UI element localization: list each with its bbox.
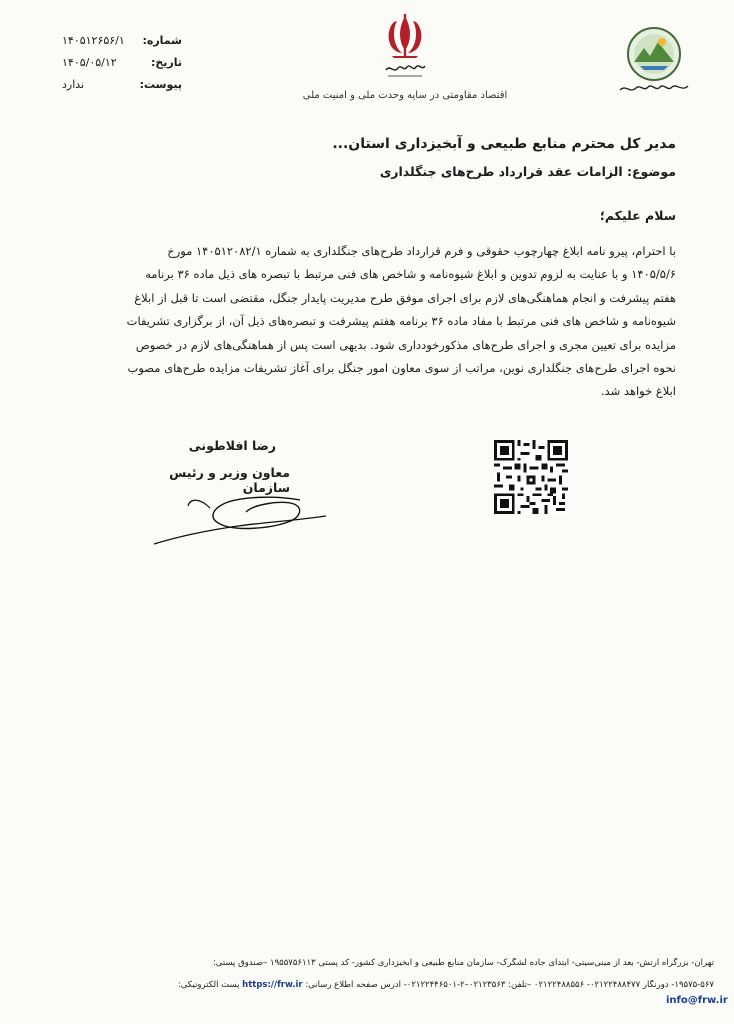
letter-body-line: ۱۴۰۵/۵/۶ و با عنایت به لزوم تدوین و ابلاغ شیوه‌نامه و شاخص های فنی مرتبط با تبصره های ذیل ماده ۳۶ برنامه bbox=[145, 267, 676, 282]
letter-body-line: شیوه‌نامه و شاخص های فنی مرتبط با مفاد ماده ۳۶ برنامه هفتم پیشرفت و تبصره‌های ذیل آن، از برگزاری تشریفات bbox=[126, 314, 676, 329]
iran-emblem-icon bbox=[378, 12, 432, 82]
letter-attachment-row bbox=[62, 74, 182, 96]
letter-greeting: سلام علیکم؛ bbox=[599, 208, 676, 223]
letter-date-row bbox=[62, 52, 182, 74]
letter-body bbox=[50, 240, 676, 404]
emblem-caption-script bbox=[386, 66, 425, 70]
letter-date-value: ۱۴۰۵/۰۵/۱۲ bbox=[62, 56, 117, 69]
letter-body-line: با احترام، پیرو نامه ابلاغ چهارچوب حقوقی و فرم قرارداد طرح‌های جنگلداری به شماره ۱۴۰۵۱۲۰۸۲/۱ مورخ bbox=[167, 244, 676, 258]
letter-body-line: هفتم پیشرفت و انجام هماهنگی‌های لازم برای اجرای موفق طرح مدیریت پایدار جنگل، مقتضی است تا قبل از ابلاغ bbox=[134, 290, 676, 305]
footer-address: تهران- بزرگراه ارتش- بعد از مینی‌سیتی- ابتدای جاده لشگرک- سازمان منابع طبیعی و آبخیزداری کشور- کد پستی ۱۹۵۵۷۵۶۱۱۳ –صندوق پستی: bbox=[212, 958, 714, 968]
letter-attachment-value: ندارد bbox=[62, 78, 85, 91]
footer-contact-text: ۱۹۵۷۵-۵۶۷- دورنگار ۰۲۱۲۲۴۸۸۴۷۷- ۰۲۱۲۲۴۸۸۵۵۶ –تلفن: ۰۲۱۲۳۵۶۳–۲-۰۲۱۲۲۴۴۶۵۰۱- آدرس صفحه اطلاع رسانی: bbox=[305, 980, 714, 990]
signer-name: رضا افلاطونی bbox=[188, 438, 276, 453]
email-link[interactable]: info@frw.ir bbox=[666, 995, 728, 1006]
website-link[interactable]: https://frw.ir bbox=[242, 980, 303, 990]
letter-attachment-label: پیوست: bbox=[139, 78, 182, 91]
slogan-text: اقتصاد مقاومتی در سایه وحدت ملی و امنیت ملی bbox=[302, 90, 508, 101]
letter-body-line: مزایده برای تعیین مجری و اجرای طرح‌های مذکورخودداری شود. بدیهی است پس از هماهنگی‌های لازم در خصوص bbox=[135, 337, 676, 352]
signer-title: معاون وزیر و رئیس سازمان bbox=[169, 465, 290, 495]
letter-meta bbox=[62, 30, 182, 96]
letter-addressee: مدیر کل محترم منابع طبیعی و آبخیزداری استان... bbox=[332, 136, 676, 152]
letter-subject: موضوع: الزامات عقد قرارداد طرح‌های جنگلداری bbox=[379, 164, 676, 179]
letter-number-label: شماره: bbox=[142, 34, 182, 47]
org-logo-caption-script bbox=[620, 86, 688, 90]
footer-contact bbox=[50, 980, 714, 990]
handwritten-signature bbox=[150, 478, 330, 550]
letter-body-line: ابلاغ خواهد شد. bbox=[600, 384, 676, 399]
letter-body-line: نحوه اجرای طرح‌های جنگلداری نوین، مراتب از سوی معاون امور جنگل برای آغاز تشریفات مزایده طرح‌های مصوب bbox=[127, 361, 676, 376]
letter-date-label: تاریخ: bbox=[150, 56, 182, 69]
letter-number-value: ۱۴۰۵۱۲۶۵۶/۱ bbox=[62, 34, 125, 47]
letter-number-row bbox=[62, 30, 182, 52]
qr-code bbox=[494, 440, 568, 514]
footer-email-label: پست الکترونیکی: bbox=[177, 980, 240, 990]
forest-organization-logo-icon bbox=[612, 22, 696, 98]
